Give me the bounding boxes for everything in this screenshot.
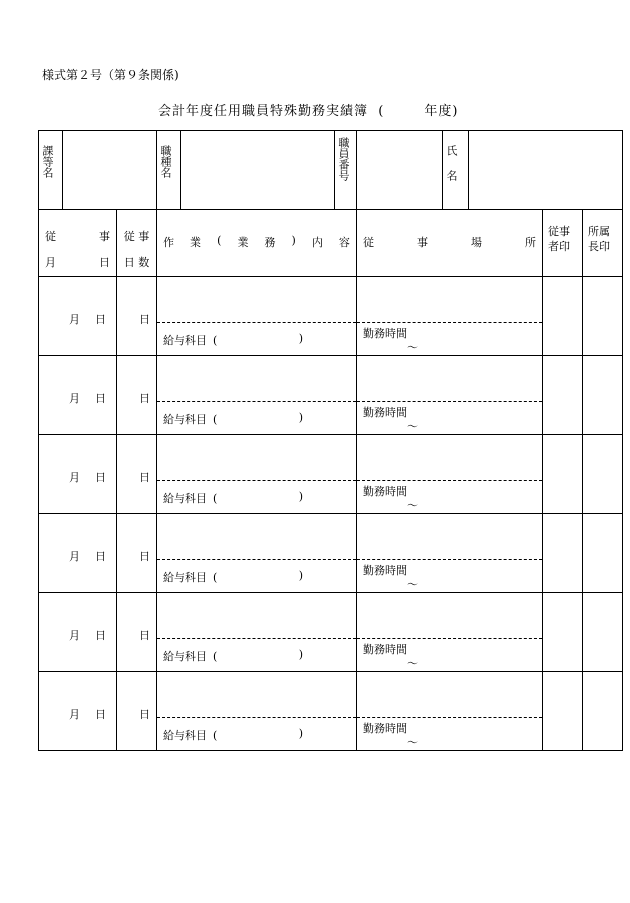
work-place-field[interactable] [357, 514, 542, 560]
form-title [158, 100, 458, 119]
job-type-label-cell [157, 131, 181, 210]
col-days-bottom: 日 数 [123, 256, 150, 269]
date-cell[interactable] [39, 672, 117, 751]
col-work-place-char: 従 [363, 236, 374, 249]
salary-label: 給与科目 [163, 413, 207, 426]
col-days [117, 210, 157, 277]
column-header-row [39, 210, 623, 277]
salary-label: 給与科目 [163, 492, 207, 505]
time-tilde: ～ [407, 578, 418, 591]
chief-seal-cell[interactable] [583, 514, 623, 593]
col-work-content-char: 容 [338, 236, 350, 249]
month-label: 月 [69, 313, 80, 326]
worker-seal-cell[interactable] [543, 514, 583, 593]
work-content-field[interactable] [157, 277, 356, 323]
name-label-cell [443, 131, 469, 210]
work-place-field[interactable] [357, 593, 542, 639]
work-content-cell [157, 277, 357, 356]
col-days-top: 従 事 [123, 230, 150, 243]
days-cell[interactable] [117, 435, 157, 514]
days-cell[interactable] [117, 672, 157, 751]
work-place-field[interactable] [357, 435, 542, 481]
worker-seal-cell[interactable] [543, 277, 583, 356]
work-content-field[interactable] [157, 672, 356, 718]
work-content-cell [157, 514, 357, 593]
col-chief-seal [583, 210, 623, 277]
salary-label: 給与科目 [163, 334, 207, 347]
title-year-suffix: 年度) [424, 104, 459, 119]
days-cell[interactable] [117, 593, 157, 672]
salary-label: 給与科目 [163, 729, 207, 742]
work-content-cell [157, 435, 357, 514]
col-work-content [157, 210, 357, 277]
salary-open: ( [213, 729, 218, 742]
staff-no-label-cell [335, 131, 357, 210]
record-row [39, 277, 623, 356]
work-content-field[interactable] [157, 356, 356, 402]
record-row [39, 672, 623, 751]
salary-open: ( [213, 334, 218, 347]
worker-seal-cell[interactable] [543, 356, 583, 435]
chief-seal-cell[interactable] [583, 672, 623, 751]
chief-seal-cell[interactable] [583, 435, 623, 514]
col-worker-seal-label: 従事者印 [548, 225, 570, 253]
work-place-field[interactable] [357, 356, 542, 402]
salary-open: ( [213, 413, 218, 426]
col-date [39, 210, 117, 277]
salary-item[interactable] [157, 402, 309, 427]
date-cell[interactable] [39, 435, 117, 514]
date-cell[interactable] [39, 356, 117, 435]
worker-seal-cell[interactable] [543, 593, 583, 672]
salary-open: ( [213, 492, 218, 505]
date-cell[interactable] [39, 514, 117, 593]
col-date-bottom-left: 月 [45, 256, 56, 269]
work-place-field[interactable] [357, 277, 542, 323]
col-work-place-char: 所 [525, 236, 536, 249]
time-tilde: ～ [407, 420, 418, 433]
work-content-cell [157, 356, 357, 435]
salary-item[interactable] [157, 639, 309, 664]
day-label: 日 [95, 550, 106, 563]
work-time-label: 勤務時間 [363, 406, 407, 419]
name-label: 氏名 [445, 145, 458, 195]
salary-item[interactable] [157, 560, 309, 585]
chief-seal-cell[interactable] [583, 593, 623, 672]
days-cell[interactable] [117, 277, 157, 356]
month-label: 月 [69, 629, 80, 642]
work-time[interactable] [357, 402, 542, 434]
col-date-top-left: 従 [45, 230, 56, 243]
work-content-field[interactable] [157, 435, 356, 481]
col-work-place-char: 場 [471, 236, 482, 249]
work-time[interactable] [357, 323, 542, 355]
col-work-content-char: ) [291, 234, 296, 247]
work-time[interactable] [357, 639, 542, 671]
record-row [39, 356, 623, 435]
day-label: 日 [95, 313, 106, 326]
work-place-cell [357, 514, 543, 593]
days-unit: 日 [139, 708, 150, 721]
days-unit: 日 [139, 550, 150, 563]
job-type-field[interactable] [181, 131, 335, 210]
days-unit: 日 [139, 313, 150, 326]
col-work-content-char: 業 [190, 236, 202, 249]
work-place-field[interactable] [357, 672, 542, 718]
col-date-bottom-right: 日 [99, 256, 110, 269]
col-work-content-char: 作 [163, 236, 174, 249]
salary-close: ) [298, 648, 303, 661]
work-place-cell [357, 593, 543, 672]
header-row [39, 131, 623, 210]
work-time-label: 勤務時間 [363, 327, 407, 340]
worker-seal-cell[interactable] [543, 435, 583, 514]
worker-seal-cell[interactable] [543, 672, 583, 751]
salary-open: ( [213, 650, 218, 663]
work-time[interactable] [357, 718, 542, 750]
chief-seal-cell[interactable] [583, 356, 623, 435]
work-content-cell [157, 672, 357, 751]
salary-item[interactable] [157, 323, 309, 348]
salary-open: ( [213, 571, 218, 584]
work-place-cell [357, 672, 543, 751]
salary-item[interactable] [157, 718, 309, 743]
work-time-label: 勤務時間 [363, 643, 407, 656]
days-unit: 日 [139, 629, 150, 642]
work-place-cell [357, 277, 543, 356]
month-label: 月 [69, 471, 80, 484]
col-date-top-right: 事 [99, 230, 110, 243]
work-place-cell [357, 435, 543, 514]
name-field[interactable] [469, 131, 623, 210]
col-chief-seal-label: 所属長印 [588, 225, 610, 253]
time-tilde: ～ [407, 341, 418, 354]
record-table [38, 130, 623, 751]
work-time[interactable] [357, 560, 542, 592]
col-work-content-char: 内 [311, 236, 323, 249]
date-cell[interactable] [39, 277, 117, 356]
salary-close: ) [298, 332, 303, 345]
salary-label: 給与科目 [163, 571, 207, 584]
month-label: 月 [69, 550, 80, 563]
record-row [39, 593, 623, 672]
staff-no-field[interactable] [357, 131, 443, 210]
time-tilde: ～ [407, 657, 418, 670]
title-open-paren: ( [378, 104, 385, 119]
col-work-place [357, 210, 543, 277]
day-label: 日 [95, 471, 106, 484]
dept-field[interactable] [63, 131, 157, 210]
col-work-content-char: ( [217, 234, 222, 247]
work-place-cell [357, 356, 543, 435]
days-unit: 日 [139, 471, 150, 484]
work-content-cell [157, 593, 357, 672]
record-row [39, 514, 623, 593]
days-cell[interactable] [117, 514, 157, 593]
salary-close: ) [298, 490, 303, 503]
work-time-label: 勤務時間 [363, 722, 407, 735]
job-type-label: 職種名 [159, 145, 172, 178]
days-cell[interactable] [117, 356, 157, 435]
days-unit: 日 [139, 392, 150, 405]
form-number: 様式第２号（第９条関係) [42, 68, 179, 82]
salary-item[interactable] [157, 481, 309, 506]
work-content-field[interactable] [157, 593, 356, 639]
dept-label: 課等名 [41, 145, 54, 178]
work-time-label: 勤務時間 [363, 564, 407, 577]
staff-no-label: 職員番号 [337, 137, 350, 181]
salary-label: 給与科目 [163, 650, 207, 663]
record-row [39, 435, 623, 514]
time-tilde: ～ [407, 499, 418, 512]
work-time-label: 勤務時間 [363, 485, 407, 498]
chief-seal-cell[interactable] [583, 277, 623, 356]
salary-close: ) [298, 727, 303, 740]
col-worker-seal [543, 210, 583, 277]
date-cell[interactable] [39, 593, 117, 672]
dept-label-cell [39, 131, 63, 210]
salary-close: ) [298, 411, 303, 424]
title-main: 会計年度任用職員特殊勤務実績簿 [158, 104, 369, 119]
month-label: 月 [69, 392, 80, 405]
day-label: 日 [95, 392, 106, 405]
work-time[interactable] [357, 481, 542, 513]
col-work-content-char: 務 [264, 236, 276, 249]
day-label: 日 [95, 629, 106, 642]
work-content-field[interactable] [157, 514, 356, 560]
time-tilde: ～ [407, 736, 418, 749]
col-work-place-char: 事 [417, 236, 428, 249]
month-label: 月 [69, 708, 80, 721]
col-work-content-char: 業 [237, 236, 249, 249]
day-label: 日 [95, 708, 106, 721]
salary-close: ) [298, 569, 303, 582]
